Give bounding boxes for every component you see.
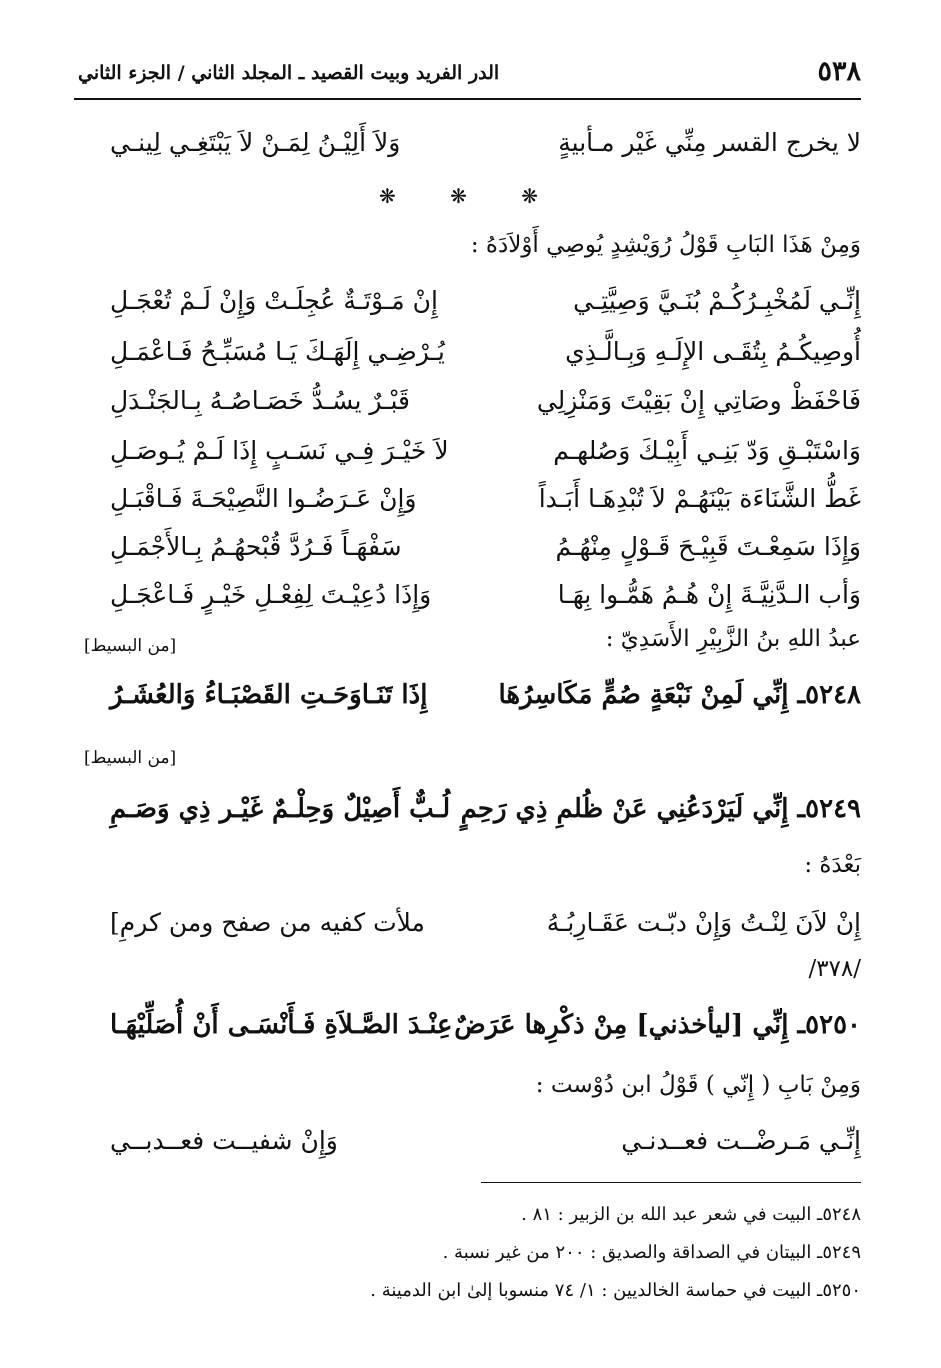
numbered-verse-5250	[110, 1010, 861, 1054]
verse-second-hemistich: سَفْهَـاً فَـرُدَّ قُبْحهُـمُ بِـالأَجْمَـلِ	[110, 532, 402, 561]
after-label: بَعْدَهُ :	[804, 852, 861, 878]
numbered-verse-5248	[110, 680, 861, 724]
poem-verse	[110, 532, 861, 576]
page-header	[78, 52, 861, 92]
verse-second-hemistich: لُـبٌّ أَصِيْلٌ وَحِلْـمٌ غَيْـر ذِي وَصَـمِ	[110, 794, 451, 824]
verse-second-hemistich: وَلاَ أَلِيْـنُ لِمَـنْ لاَ يَبْتَغِـي لِينـي	[110, 128, 401, 157]
verse-second-hemistich: يُـرْضِـي إِلَهَـكَ يَـا مُسَبِّـحُ فَـاعْمَـلِ	[110, 337, 445, 366]
footnote: ٥٢٥٠ـ البيت في حماسة الخالديين : ١/ ٧٤ منسوبا إلىٰ ابن الدمينة .	[370, 1280, 861, 1301]
intro-line: وَمِنْ بَابِ ( إِنّي ) قَوْلُ ابن دُوْست :	[535, 1072, 861, 1098]
verse-first-hemistich: إِنِّـي مَـرضْــت فعــدنـي	[621, 1126, 861, 1155]
section-separator: ❋ ❋ ❋	[379, 184, 562, 208]
verse-first-hemistich: أُوصِيكُـمُ بِتُقَـى الإِلَـهِ وَبِـالَّـذِي	[565, 337, 861, 366]
verse-first-hemistich: إِنِّـي لَمُخْبِـرُكُـمْ بُنَـيَّ وَصِيَّتِـي	[573, 286, 861, 315]
verse-second-hemistich: إِذَا تَنَـاوَحَـتِ القَصْبَـاءُ وَالعُشَـرُ	[110, 680, 428, 710]
verse-first-hemistich: لا يخرج القسر مِنِّي غَيْر مـأبيةٍ	[558, 128, 861, 157]
verse-second-hemistich: لاَ خَيْـرَ فِـي نَسَـبٍ إِذَا لَـمْ يُـوصَـلِ	[110, 436, 449, 465]
verse-first-hemistich: وَاسْتَبْـقِ وَدّ بَنِـي أَبِيْـكَ وَصُلهـم	[553, 436, 861, 465]
verse-second-hemistich: إِنْ مَـوْتَـةٌ عُجِلَـتْ وَإِنْ لَـمْ تُعْجَـلِ	[110, 286, 438, 315]
header-rule	[74, 98, 861, 100]
verse-second-hemistich: وَإِذَا دُعِيْـتَ لِفِعْـلِ خَيْـرٍ فَـاعْجَـلِ	[110, 580, 432, 609]
page-reference: /٣٧٨/	[808, 956, 861, 982]
footnote: ٥٢٤٨ـ البيت في شعر عبد الله بن الزبير : ٨١ .	[521, 1204, 861, 1225]
verse-first-hemistich: فَاحْفَظْ وصَاتِي إِنْ بَقِيْتَ وَمَنْزِلِي	[536, 386, 861, 415]
verse-first-hemistich: ٥٢٥٠ـ إِنِّي [ليأخذني] مِنْ ذكْرِها عَرَضٌ	[454, 1010, 861, 1040]
verse-second-hemistich: ملأت كفيه من صفح ومن كرمِ]	[110, 908, 425, 937]
poem-verse	[110, 386, 861, 430]
verse-second-hemistich: وَإِنْ عَـرَضُـوا النَّصِيْحَـةَ فَـاقْبَـلِ	[110, 484, 417, 513]
intro-line: وَمِنْ هَذَا البَابِ قَوْلُ رُوَيْشِدٍ يُوصِي أَوْلاَدَهُ :	[470, 232, 861, 258]
page-number: ٥٣٨	[817, 56, 861, 87]
verse-line	[110, 128, 861, 172]
verse-first-hemistich: وَإِذَا سَمِعْـتَ قَبِيْـحَ قَـوْلٍ مِنْهُـمُ	[555, 532, 861, 561]
verse-first-hemistich: غَطُّ الشَّنَاءَة بَيْنَهُـمْ لاَ تُبْدِهَـا أَبَـداً	[538, 484, 861, 513]
poet-attribution: عبدُ اللهِ بنُ الزَّبِيْرِ الأَسَدِيّ :	[605, 626, 861, 652]
verse-first-hemistich: وَأب الـدَّنِيَّـةَ إِنْ هُـمُ هَمُّـوا بِهَـا	[557, 580, 861, 609]
verse-first-hemistich: إِنْ لاَنَ لِنْـتُ وَإِنْ دبّـت عَقَـارِبُـهُ	[546, 908, 861, 937]
verse-second-hemistich: وَإِنْ شفيــت فعــدبــي	[110, 1126, 338, 1155]
meter-label: [من البسيط]	[84, 748, 177, 768]
poem-verse	[110, 286, 861, 330]
verse-second-hemistich: قَبْـرٌ يسُـدُّ خَصَـاصُـهُ بِـالجَنْـدَلِ	[110, 386, 410, 415]
poem-verse	[110, 436, 861, 480]
verse-line	[110, 1126, 861, 1170]
verse-second-hemistich: عِنْـدَ الصَّـلاَةِ فَـأَنْسَـى أَنْ أُصَلِّيْهَـا	[110, 1010, 453, 1040]
verse-first-hemistich: ٥٢٤٩ـ إِنِّي لَيَرْدَعُنِي عَنْ ظُلمِ ذِي رَحِمٍ	[460, 794, 861, 824]
verse-first-hemistich: ٥٢٤٨ـ إِنِّي لَمِنْ نَبْعَةٍ صُمٍّ مَكَاسِرُهَا	[498, 680, 861, 710]
footnote-rule	[481, 1182, 861, 1183]
poem-verse	[110, 580, 861, 624]
meter-label: [من البسيط]	[84, 636, 177, 656]
numbered-verse-5249	[110, 794, 861, 838]
footnote: ٥٢٤٩ـ البيتان في الصداقة والصديق : ٢٠٠ من غير نسبة .	[442, 1242, 861, 1263]
running-title: الدر الفريد وبيت القصيد ـ المجلد الثاني / الجزء الثاني	[78, 62, 500, 84]
verse-line	[110, 908, 861, 952]
poem-verse	[110, 337, 861, 381]
poem-verse	[110, 484, 861, 528]
